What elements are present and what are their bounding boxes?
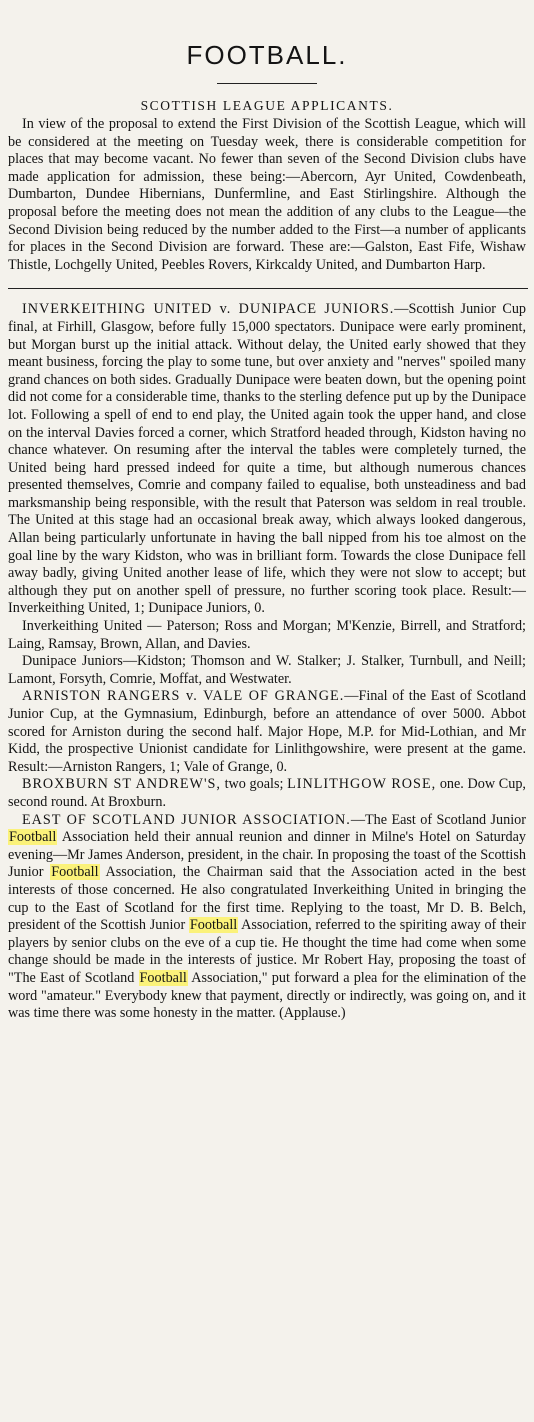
highlighted-term: Football <box>139 969 187 986</box>
association-article <box>8 812 526 1023</box>
title-rule <box>217 83 317 84</box>
section-title: FOOTBALL. <box>186 40 348 70</box>
association-text-1: —The East of Scotland Junior <box>350 811 526 828</box>
league-applicants-heading: SCOTTISH LEAGUE APPLICANTS. <box>140 98 394 113</box>
section-divider <box>8 288 528 289</box>
highlighted-term: Football <box>189 917 238 934</box>
highlighted-term: Football <box>9 829 57 846</box>
association-text-5: Association," put forward a plea for the elimination of the word "amateur." Everybody knew that payment, directly or indirectly, was going on, and it was time there was some honesty in the matter. (Applause.) <box>8 969 526 1022</box>
dunipace-team-list: Dunipace Juniors—Kidston; Thomson and W. Stalker; J. Stalker, Turnbull, and Neill; Lamont, Forsyth, Comrie, Moffat, and Westwater. <box>8 653 526 687</box>
broxburn-details: one. Dow Cup, second round. At Broxburn. <box>8 776 526 810</box>
inverkeithing-team-list: Inverkeithing United — Paterson; Ross and Morgan; M'Kenzie, Birrell, and Stratford; Laing, Ramsay, Brown, Allan, and Davies. <box>8 618 526 652</box>
highlighted-term: Football <box>51 864 99 881</box>
linlithgow-name: LINLITHGOW ROSE, <box>287 776 437 793</box>
broxburn-result <box>8 776 526 811</box>
arniston-article <box>8 688 526 776</box>
league-applicants-article: In view of the proposal to extend the First Division of the Scottish League, which will be considered at the meeting on Tuesday week, there is considerable competition for places that may become vacant. No fewer than seven of the Second Division clubs have made application for admission, these being:—Abercorn, Ayr United, Cowdenbeath, Dumbarton, Dundee Hibernians, Dunfermline, and East Stirlingshire. Although the proposal before the meeting does not mean the addition of any clubs to the League—the Second Division being reduced by the number added to the First—a number of applicants for places in the Second Division are forward. These are:—Galston, East Fife, Wishaw Thistle, Lochgelly United, Peebles Rovers, Kirkcaldy United, and Dumbarton Harp. <box>8 116 526 273</box>
association-text-4: Association, referred to the spiriting away of their players by senior clubs on the eve of a cup tie. He thought the time had come when some change should be made in the interests of justice. Mr Robert Hay, proposing the toast of "The East of Scotland <box>8 917 526 986</box>
association-text-2: Association held their annual reunion and dinner in Milne's Hotel on Saturday evening—Mr James Anderson, president, in the chair. In proposing the toast of the Scottish Junior <box>8 829 526 881</box>
cup-final-article <box>8 301 526 618</box>
arniston-heading: ARNISTON RANGERS v. VALE OF GRANGE. <box>22 688 345 705</box>
broxburn-score: two goals; <box>220 776 288 793</box>
arniston-text: —Final of the East of Scotland Junior Cup, at the Gymnasium, Edinburgh, before an attendance of over 5000. Abbot scored for Arniston during the second half. Major Hope, M.P. for Mid-Lothian, and Mr Kidd, the prospective Unionist candidate for Linlithgowshire, were present at the game. Result:—Arniston Rangers, 1; Vale of Grange, 0. <box>8 688 526 775</box>
cup-final-text: —Scottish Junior Cup final, at Firhill, Glasgow, before fully 15,000 spectators. Dunipace were early prominent, but Morgan burst up the initial attack. Without delay, the United early showed that they meant business, forcing the play to some tune, but over anxiety and "nerves" spoiled many grand chances on both sides. Gradually Dunipace were beaten down, but the opening point did not come for a considerable time, thanks to the sterling defence put up by the Dunipace lot. Following a spell of end to end play, the United again took the upper hand, and close on the interval Davies forced a corner, which Stratford headed through, Kidston having no chance whatever. On resuming after the interval the tables were completely turned, the United being hard pressed indeed for quite a time, but although numerous chances presented themselves, Comrie and company failed to equalise, both unsteadiness and bad marksmanship being responsible, with the result that Paterson was seldom in real trouble. The United at this stage had an occasional break away, which always looked dangerous, Allan being particularly unfortunate in having the ball nipped from his toe almost on the goal line by the wary Kidston, who was in brilliant form. Towards the close Dunipace fell away badly, giving United another lease of life, which they were not slow to accept; but although they put on another spell of pressure, no further scoring took place. Result:—Inverkeithing United, 1; Dunipace Juniors, 0. <box>8 301 527 617</box>
broxburn-heading: BROXBURN ST ANDREW'S, <box>22 776 221 793</box>
cup-final-heading: INVERKEITHING UNITED v. DUNIPACE JUNIORS. <box>22 301 395 318</box>
association-heading: EAST OF SCOTLAND JUNIOR ASSOCIATION. <box>22 811 351 828</box>
association-text-3: Association, the Chairman said that the Association acted in the best interests of those concerned. He also congratulated Inverkeithing United in bringing the cup to the East of Scotland for the first time. Replying to the toast, Mr D. B. Belch, president of the Scottish Junior <box>8 864 526 934</box>
